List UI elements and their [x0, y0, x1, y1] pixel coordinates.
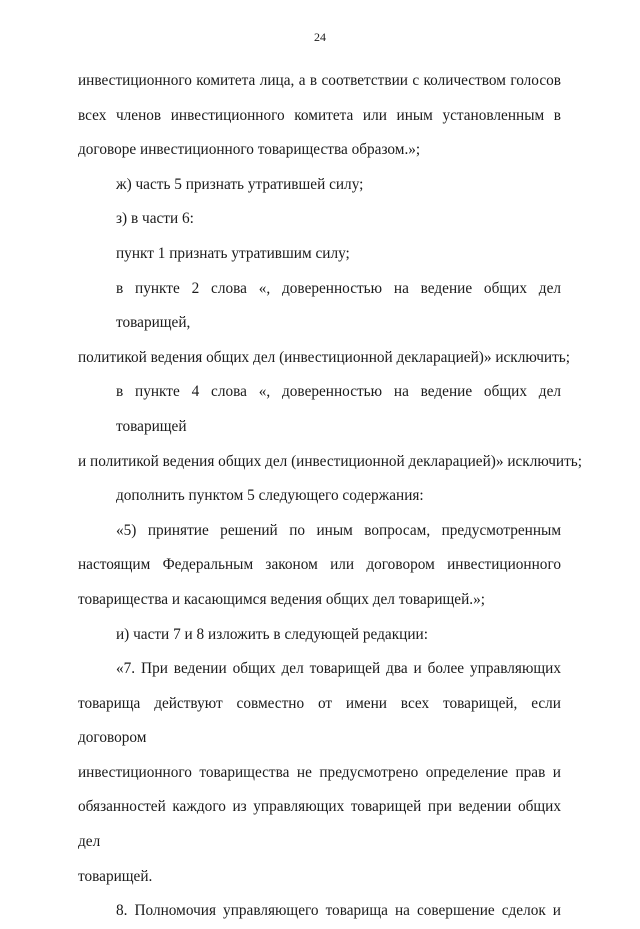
text-line: з) в части 6: [116, 210, 194, 228]
paragraph-item-i [78, 618, 561, 653]
paragraph-item-8 [78, 894, 561, 929]
paragraph-quote-5 [78, 514, 561, 618]
text-line: договоре инвестиционного товарищества образом.»; [78, 141, 421, 159]
text-line: настоящим Федеральным законом или договором инвестиционного [78, 556, 561, 574]
paragraph-item-z [78, 202, 561, 237]
page-number: 24 [314, 30, 326, 44]
text-line: «7. При ведении общих дел товарищей два и более управляющих [116, 660, 561, 678]
paragraph-item-zh [78, 168, 561, 203]
paragraph-add-punkt-5 [78, 479, 561, 514]
text-line: и политикой ведения общих дел (инвестиционной декларацией)» исключить; [78, 452, 583, 470]
text-line: «5) принятие решений по иным вопросам, предусмотренным [116, 521, 561, 539]
text-line: всех членов инвестиционного комитета или иным установленным в [78, 106, 561, 124]
text-line: пункт 1 признать утратившим силу; [116, 244, 350, 262]
text-line: обязанностей каждого из управляющих товарищей при ведении общих дел [78, 798, 561, 851]
text-line: инвестиционного комитета лица, а в соответствии с количеством голосов [78, 72, 561, 89]
text-line: политикой ведения общих дел (инвестиционной декларацией)» исключить; [78, 348, 571, 366]
text-line: ж) часть 5 признать утратившей силу; [116, 175, 364, 193]
text-line: инвестиционного товарищества не предусмотрено определение прав и [78, 763, 561, 781]
paragraph-punkt-4 [78, 375, 583, 479]
paragraph-quote-7 [78, 652, 561, 894]
text-line: товарищей. [78, 867, 153, 885]
text-line: и) части 7 и 8 изложить в следующей редакции: [116, 625, 428, 643]
paragraph-punkt-1 [78, 237, 561, 272]
text-line: дополнить пунктом 5 следующего содержания: [116, 487, 424, 505]
text-line: товарищества и касающимся ведения общих дел товарищей.»; [78, 590, 486, 608]
paragraph-continuation [78, 64, 561, 168]
paragraph-punkt-2 [78, 272, 571, 376]
document-body [78, 64, 583, 929]
text-line: в пункте 2 слова «, доверенностью на ведение общих дел товарищей, [116, 279, 561, 332]
text-line: в пункте 4 слова «, доверенностью на ведение общих дел товарищей [116, 383, 561, 435]
text-line: 8. Полномочия управляющего товарища на совершение сделок и [116, 902, 561, 920]
text-line: товарища действуют совместно от имени всех товарищей, если договором [78, 694, 561, 747]
